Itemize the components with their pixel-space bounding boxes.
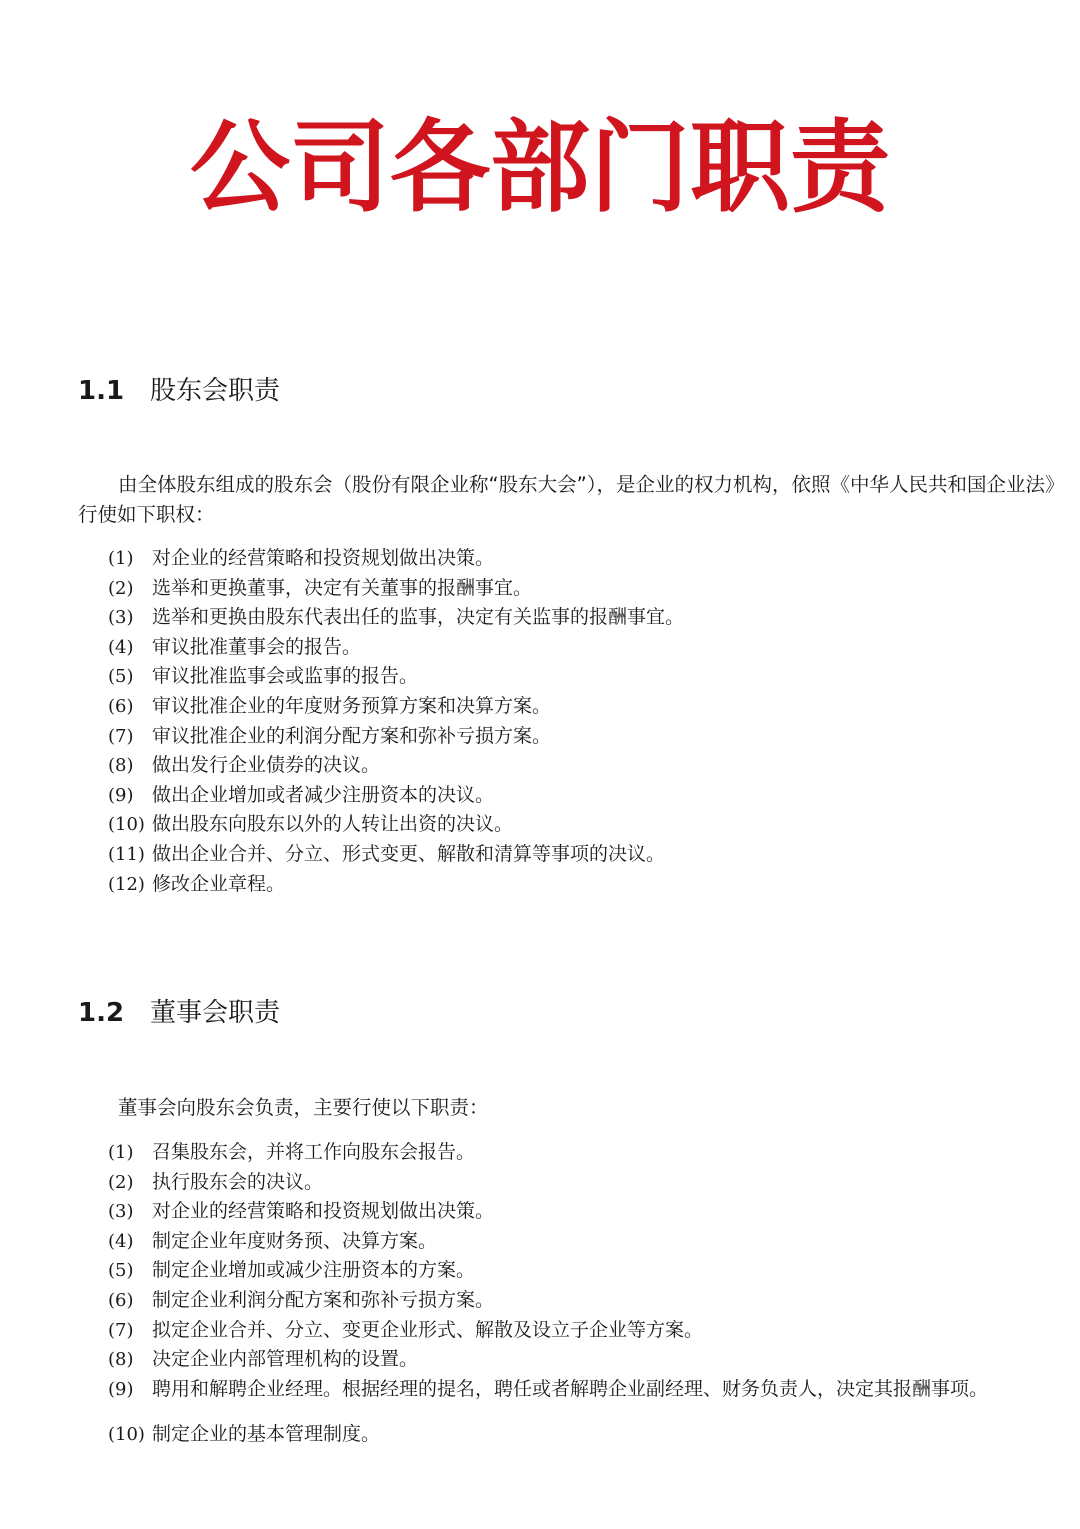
item-text: 做出股东向股东以外的人转让出资的决议。 — [152, 813, 514, 836]
section-number: 1.1 — [78, 376, 125, 406]
list-item — [108, 810, 1068, 840]
list-item — [108, 633, 1068, 663]
item-index: (4) — [108, 1230, 134, 1252]
item-index: (7) — [108, 725, 134, 747]
section-intro-shareholders: 由全体股东组成的股东会（股份有限企业称“股东大会”），是企业的权力机构，依照《中华人民共和国企业法》行使如下职权： — [78, 473, 1065, 526]
item-index: (10) — [108, 814, 145, 836]
item-index: (9) — [108, 784, 134, 806]
item-index: (1) — [108, 548, 134, 569]
item-text: 执行股东会的决议。 — [152, 1170, 324, 1193]
item-text: 对企业的经营策略和投资规划做出决策。 — [152, 547, 495, 569]
item-text: 修改企业章程。 — [152, 872, 286, 895]
list-item — [108, 781, 1068, 811]
item-text: 制定企业利润分配方案和弥补亏损方案。 — [152, 1288, 495, 1311]
item-index: (9) — [108, 1378, 134, 1400]
item-text: 审议批准企业的年度财务预算方案和决算方案。 — [152, 694, 552, 717]
list-item — [108, 1227, 1068, 1257]
list-item — [108, 1375, 1068, 1405]
item-text: 做出发行企业债券的决议。 — [152, 754, 381, 777]
item-index: (5) — [108, 1260, 134, 1282]
section-intro-board: 董事会向股东会负责，主要行使以下职责： — [118, 1096, 489, 1119]
item-index: (1) — [108, 1142, 134, 1163]
section-heading-shareholders — [78, 374, 280, 408]
list-item — [108, 1138, 1068, 1168]
item-index: (8) — [108, 1349, 134, 1371]
list-item — [108, 692, 1068, 722]
list-item — [108, 1420, 1068, 1450]
list-item — [108, 603, 1068, 633]
item-text: 选举和更换由股东代表出任的监事，决定有关监事的报酬事宜。 — [152, 606, 685, 629]
item-index: (10) — [108, 1424, 145, 1446]
item-text: 聘用和解聘企业经理。根据经理的提名，聘任或者解聘企业副经理、财务负责人，决定其报酬事项。 — [152, 1377, 989, 1400]
item-text: 审议批准监事会或监事的报告。 — [152, 665, 419, 688]
duty-list-board — [108, 1138, 1068, 1450]
item-index: (2) — [108, 577, 134, 599]
item-text: 召集股东会，并将工作向股东会报告。 — [152, 1141, 476, 1163]
item-text: 制定企业增加或减少注册资本的方案。 — [152, 1259, 476, 1282]
section-number: 1.2 — [78, 998, 125, 1028]
item-index: (2) — [108, 1171, 134, 1193]
section-title: 董事会职责 — [150, 998, 281, 1028]
list-item — [108, 544, 1068, 574]
item-text: 做出企业合并、分立、形式变更、解散和清算等事项的决议。 — [152, 842, 666, 865]
item-text: 制定企业的基本管理制度。 — [152, 1423, 381, 1446]
item-text: 做出企业增加或者减少注册资本的决议。 — [152, 783, 495, 806]
item-index: (12) — [108, 873, 145, 895]
item-index: (5) — [108, 666, 134, 688]
item-text: 对企业的经营策略和投资规划做出决策。 — [152, 1200, 495, 1223]
list-item — [108, 722, 1068, 752]
list-item — [108, 1168, 1068, 1198]
item-text: 制定企业年度财务预、决算方案。 — [152, 1229, 438, 1252]
section-title: 股东会职责 — [150, 376, 281, 406]
list-item — [108, 870, 1068, 900]
list-item — [108, 662, 1068, 692]
list-item — [108, 1197, 1068, 1227]
item-text: 审议批准董事会的报告。 — [152, 635, 362, 658]
document-title: 公司各部门职责 — [190, 109, 890, 226]
item-index: (11) — [108, 843, 145, 865]
item-index: (7) — [108, 1319, 134, 1341]
list-item — [108, 1256, 1068, 1286]
item-index: (3) — [108, 607, 134, 629]
list-item — [108, 751, 1068, 781]
item-text: 决定企业内部管理机构的设置。 — [152, 1348, 419, 1371]
list-item — [108, 840, 1068, 870]
list-item — [108, 1345, 1068, 1375]
duty-list-shareholders — [108, 544, 1068, 899]
list-item — [108, 1316, 1068, 1346]
item-text: 拟定企业合并、分立、变更企业形式、解散及设立子企业等方案。 — [152, 1318, 704, 1341]
item-index: (8) — [108, 755, 134, 777]
item-index: (3) — [108, 1201, 134, 1223]
item-index: (6) — [108, 1289, 134, 1311]
item-text: 审议批准企业的利润分配方案和弥补亏损方案。 — [152, 724, 552, 747]
list-item — [108, 1286, 1068, 1316]
section-heading-board — [78, 996, 280, 1030]
item-index: (6) — [108, 695, 134, 717]
item-text: 选举和更换董事，决定有关董事的报酬事宜。 — [152, 576, 533, 599]
item-index: (4) — [108, 636, 134, 658]
list-item — [108, 574, 1068, 604]
